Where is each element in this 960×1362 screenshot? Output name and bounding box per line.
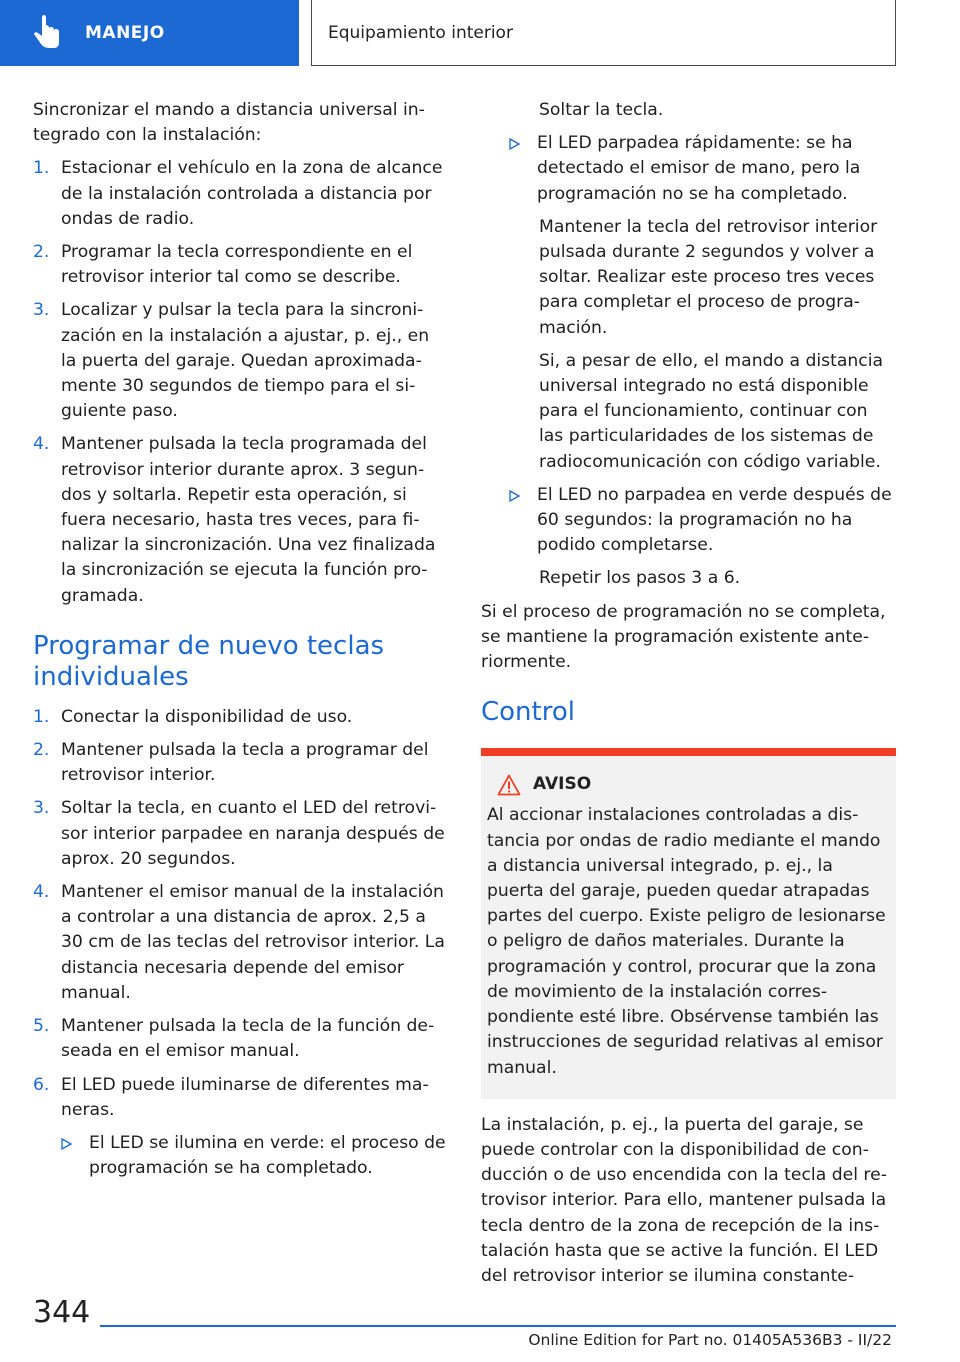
- step-text: Mantener pulsada la tecla a programar del retrovisor interior.: [61, 740, 429, 786]
- header-section-tab[interactable]: [0, 0, 299, 66]
- step-text: Mantener el emisor manual de la instalación a controlar a una distancia de aprox. 2,5 a 30 cm de las teclas del retrovisor interior. La distancia necesaria depende del emisor manual.: [61, 882, 445, 1003]
- step-number: 3.: [33, 798, 50, 819]
- footer-divider: [100, 1325, 896, 1327]
- left-column: [33, 98, 448, 1189]
- paragraph: Si el proceso de programación no se completa, se mantiene la programación existente anteriormente.: [481, 601, 886, 673]
- section-heading-reprogram: Programar de nuevo teclas individuales: [33, 630, 385, 692]
- list-item: [33, 1014, 448, 1064]
- list-item: [33, 880, 448, 1006]
- intro-paragraph: Sincronizar el mando a distancia universal integrado con la instalación:: [33, 100, 425, 146]
- list-item: [33, 240, 448, 290]
- led-states-list-cont2: [481, 483, 896, 559]
- step-text: El LED puede iluminarse de diferentes maneras.: [61, 1074, 429, 1120]
- list-item: [61, 1131, 448, 1181]
- list-item: [33, 705, 448, 730]
- list-item: [33, 796, 448, 872]
- list-item: [509, 483, 896, 559]
- sync-steps-list: [33, 156, 448, 608]
- page-number: 344: [33, 1295, 91, 1330]
- header-section-label: MANEJO: [85, 23, 165, 43]
- continuation-text: Si, a pesar de ello, el mando a distancia universal integrado no está disponible para el funcionamiento, continuar con las particularidades de los sistemas de radiocomunicación con código variable.: [539, 350, 884, 472]
- reprogram-steps-list: [33, 705, 448, 1181]
- list-item: [33, 156, 448, 232]
- step-number: 6.: [33, 1074, 50, 1095]
- list-item: [33, 298, 448, 424]
- warning-triangle-icon: [497, 774, 521, 796]
- bullet-triangle-icon: [509, 490, 520, 502]
- bullet-triangle-icon: [61, 1138, 72, 1150]
- warning-box: [481, 748, 896, 1098]
- step-text: Localizar y pulsar la tecla para la sincronización en la instalación a ajustar, p. ej., en la puerta del garaje. Quedan aproximadamente 30 segundos de tiempo para el siguiente paso.: [61, 300, 430, 422]
- step-number: 4.: [33, 434, 50, 455]
- continuation-text: Soltar la tecla.: [539, 100, 664, 120]
- list-item: [33, 432, 448, 608]
- continuation-text: Mantener la tecla del retrovisor interior pulsada durante 2 segundos y volver a soltar. Realizar este proceso tres veces para completar el proceso de programación.: [539, 216, 878, 338]
- step-text: Estacionar el vehículo en la zona de alcance de la instalación controlada a distancia por ondas de radio.: [61, 158, 443, 229]
- step-text: Mantener pulsada la tecla programada del retrovisor interior durante aprox. 3 segundos y soltarla. Repetir esta operación, si fuera necesario, hasta tres veces, para finalizar la sincronización. Una vez finalizada la sincronización se ejecuta la función programada.: [61, 434, 436, 606]
- list-item: [509, 131, 896, 207]
- step-number: 1.: [33, 158, 50, 179]
- warning-header: [487, 772, 888, 797]
- step-number: 1.: [33, 706, 50, 727]
- paragraph: La instalación, p. ej., la puerta del garaje, se puede controlar con la disponibilidad de conducción o de uso encendida con la tecla del retrovisor interior. Para ello, mantener pulsada la tecla dentro de la zona de recepción de la instalación hasta que se active la función. El LED del retrovisor interior se ilumina constante-: [481, 1114, 887, 1286]
- section-heading-control: Control: [481, 697, 575, 728]
- step-text: Mantener pulsada la tecla de la función deseada en el emisor manual.: [61, 1016, 435, 1062]
- sub-item-text: El LED se ilumina en verde: el proceso de programación se ha completado.: [89, 1132, 446, 1179]
- step-text: Conectar la disponibilidad de uso.: [61, 706, 353, 727]
- step-text: Programar la tecla correspondiente en el retrovisor interior tal como se describe.: [61, 242, 413, 288]
- step-number: 2.: [33, 740, 50, 761]
- warning-title: AVISO: [533, 774, 592, 795]
- step-text: Soltar la tecla, en cuanto el LED del retrovisor interior parpadee en naranja después de aprox. 20 segundos.: [61, 798, 445, 869]
- sub-item-text: El LED no parpadea en verde después de 60 segundos: la programación no ha podido completarse.: [537, 484, 892, 556]
- sub-item-text: El LED parpadea rápidamente: se ha detectado el emisor de mano, pero la programación no se ha completado.: [537, 133, 861, 204]
- step-number: 3.: [33, 300, 50, 321]
- list-item: [33, 738, 448, 788]
- led-states-list: [61, 1131, 448, 1181]
- header-chapter-box: [311, 0, 896, 66]
- step-number: 2.: [33, 242, 50, 263]
- list-item: [33, 1073, 448, 1182]
- steering-hand-icon: [26, 14, 66, 54]
- continuation-text: Repetir los pasos 3 a 6.: [539, 568, 741, 589]
- bullet-triangle-icon: [509, 138, 520, 150]
- warning-text: Al accionar instalaciones controladas a distancia por ondas de radio mediante el mando a distancia universal integrado, p. ej., la puerta del garaje, pueden quedar atrapadas partes del cuerpo. Existe peligro de lesionarse o peligro de daños materiales. Durante la programación y control, procurar que la zona de movimiento de la instalación correspondiente esté libre. Obsérvense también las instrucciones de seguridad relativas al emisor manual.: [487, 805, 886, 1078]
- step-number: 4.: [33, 882, 50, 903]
- footer-edition: Online Edition for Part no. 01405A536B3 - II/22: [528, 1331, 892, 1349]
- header-chapter-title: Equipamiento interior: [328, 23, 513, 43]
- step-number: 5.: [33, 1016, 50, 1037]
- right-column: [481, 98, 896, 1297]
- led-states-list-cont: [481, 131, 896, 207]
